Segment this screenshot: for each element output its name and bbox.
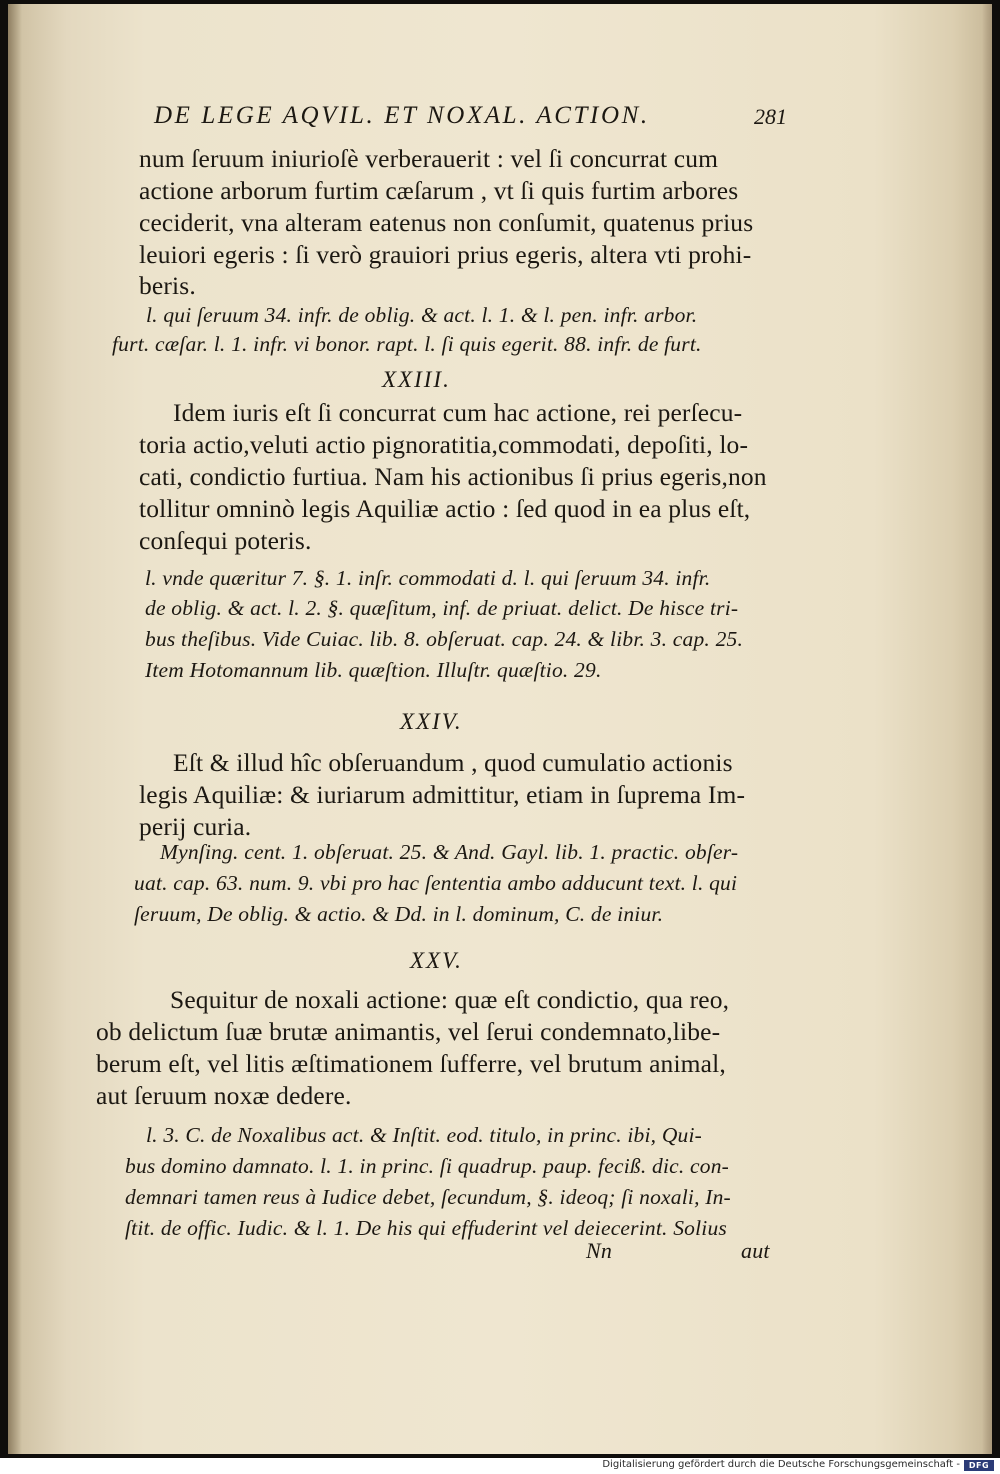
citation-line: ſeruum, De oblig. & actio. & Dd. in l. dominum, C. de iniur.: [134, 902, 664, 926]
body-line: perij curia.: [139, 812, 252, 841]
body-line: conſequi poteris.: [139, 526, 312, 555]
citation-line: l. qui ſeruum 34. infr. de oblig. & act. l. 1. & l. pen. infr. arbor.: [146, 303, 698, 327]
citation-line: ſtit. de offic. Iudic. & l. 1. De his qui effuderint vel deiecerint. Solius: [125, 1216, 727, 1240]
citation-line: l. 3. C. de Noxalibus act. & Inſtit. eod. titulo, in princ. ibi, Qui-: [146, 1123, 703, 1147]
digitization-footer: [0, 1458, 1000, 1474]
body-line: berum eſt, vel litis æſtimationem ſufferre, vel brutum animal,: [96, 1049, 726, 1078]
section-number: XXIV.: [400, 709, 463, 734]
citation-line: demnari tamen reus à Iudice debet, ſecundum, §. ideoq; ſi noxali, In-: [125, 1185, 731, 1209]
citation-line: Item Hotomannum lib. quæſtion. Illuſtr. quæſtio. 29.: [145, 658, 602, 682]
citation-line: bus domino damnato. l. 1. in princ. ſi quadrup. paup. feciß. dic. con-: [125, 1154, 730, 1178]
catchword: aut: [741, 1238, 770, 1263]
running-head: DE LEGE AQVIL. ET NOXAL. ACTION.: [154, 102, 650, 129]
section-number: XXV.: [410, 948, 463, 973]
citation-line: Mynſing. cent. 1. obſeruat. 25. & And. Gayl. lib. 1. practic. obſer-: [160, 840, 739, 864]
citation-line: l. vnde quæritur 7. §. 1. inſr. commodati d. l. qui ſeruum 34. infr.: [145, 566, 711, 590]
body-line: beris.: [139, 271, 196, 300]
page-number: 281: [754, 104, 787, 129]
body-line: aut ſeruum noxæ dedere.: [96, 1081, 352, 1110]
body-line: tollitur omninò legis Aquiliæ actio : ſed quod in ea plus eſt,: [139, 494, 751, 523]
body-line: num ſeruum iniurioſè verberauerit : vel ſi concurrat cum: [139, 144, 719, 173]
citation-line: uat. cap. 63. num. 9. vbi pro hac ſententia ambo adducunt text. l. qui: [134, 871, 738, 895]
body-line: toria actio,veluti actio pignoratitia,commodati, depoſiti, lo-: [139, 430, 749, 459]
citation-line: de oblig. & act. l. 2. §. quæſitum, inf. de priuat. delict. De hisce tri-: [145, 596, 739, 620]
body-line: legis Aquiliæ: & iuriarum admittitur, etiam in ſuprema Im-: [139, 780, 746, 809]
body-line: cati, condictio furtiua. Nam his actionibus ſi prius egeris,non: [139, 462, 767, 491]
body-line: ob delictum ſuæ brutæ animantis, vel ſerui condemnato,libe-: [96, 1017, 721, 1046]
dfg-logo-icon: DFG: [964, 1460, 994, 1471]
body-line: ceciderit, vna alteram eatenus non conſumit, quatenus prius: [139, 208, 754, 237]
body-line: actione arborum furtim cæſarum , vt ſi quis furtim arbores: [139, 176, 739, 205]
body-line: Sequitur de noxali actione: quæ eſt condictio, qua reo,: [170, 985, 730, 1014]
funding-credit: Digitalisierung gefördert durch die Deutsche Forschungsgemeinschaft -: [602, 1459, 960, 1470]
citation-line: furt. cæſar. l. 1. infr. vi bonor. rapt. l. ſi quis egerit. 88. infr. de furt.: [112, 332, 702, 356]
citation-line: bus theſibus. Vide Cuiac. lib. 8. obſeruat. cap. 24. & libr. 3. cap. 25.: [145, 627, 744, 651]
section-number: XXIII.: [382, 367, 451, 392]
signature-mark: Nn: [586, 1238, 613, 1263]
body-line: Idem iuris eſt ſi concurrat cum hac actione, rei perſecu-: [173, 398, 743, 427]
body-line: leuiori egeris : ſi verò grauiori prius egeris, altera vti prohi-: [139, 240, 752, 269]
body-line: Eſt & illud hîc obſeruandum , quod cumulatio actionis: [173, 748, 733, 777]
